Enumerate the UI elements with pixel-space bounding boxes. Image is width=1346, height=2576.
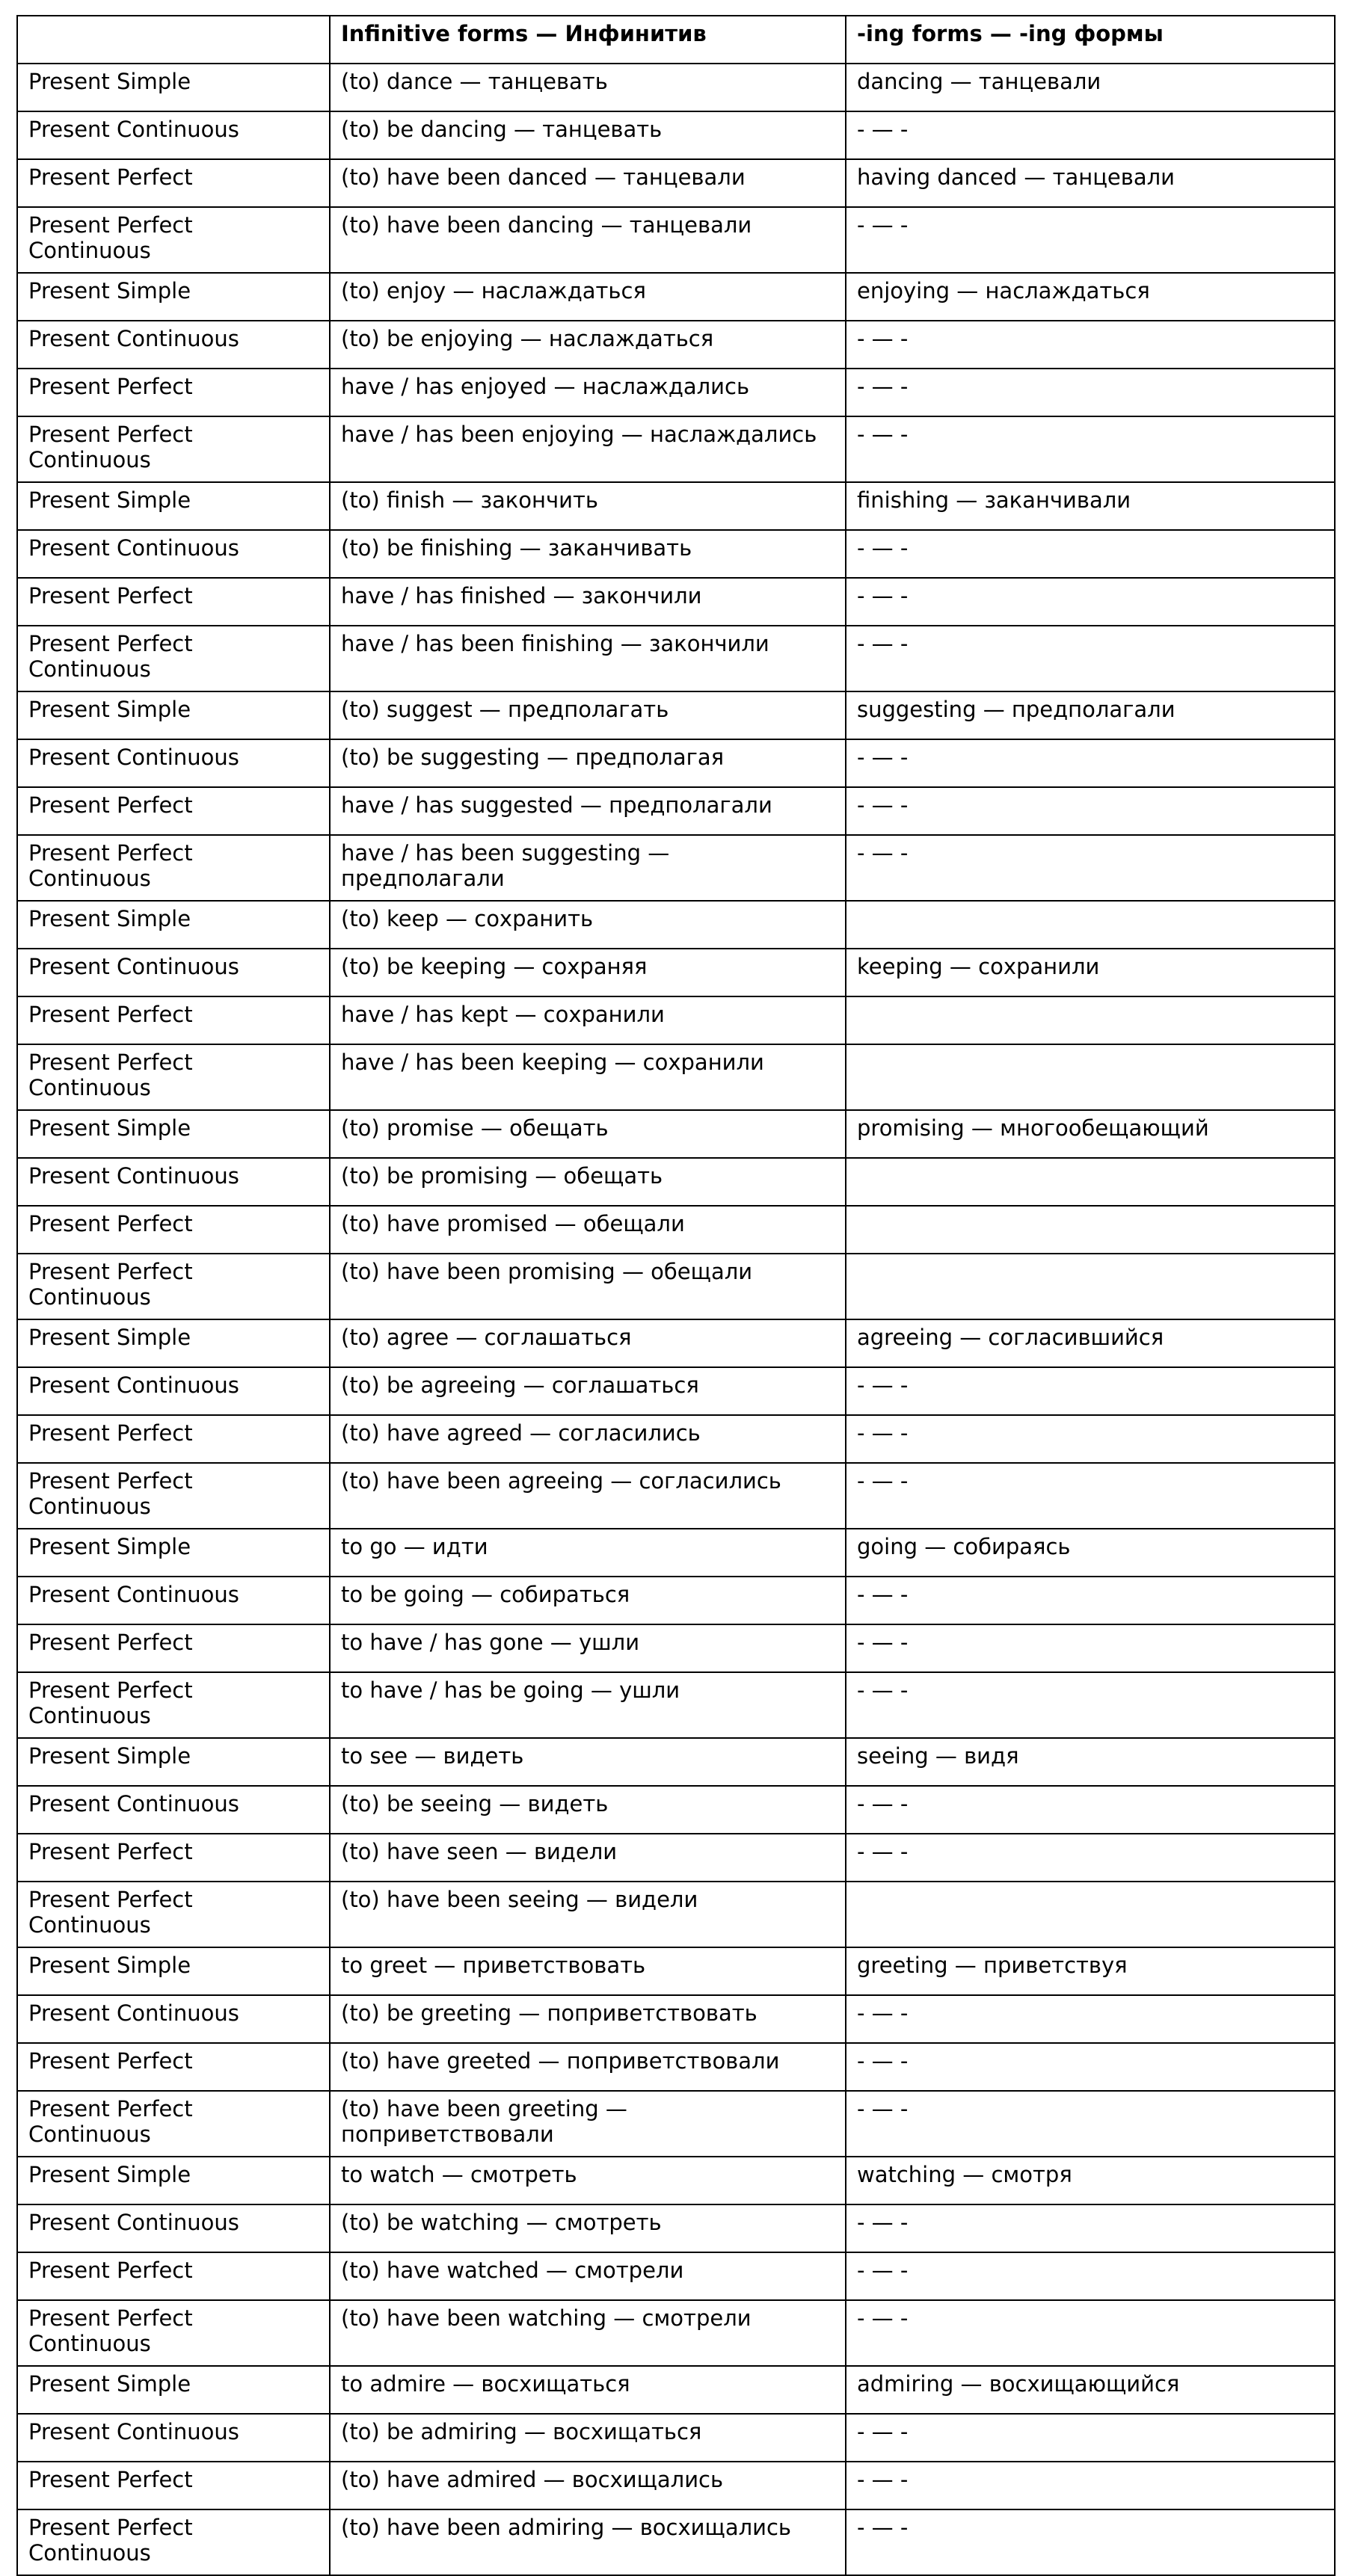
tense-cell: Present Perfect [17, 1624, 330, 1672]
tense-cell: Present Simple [17, 1947, 330, 1995]
ing-cell: - — - [846, 1367, 1335, 1415]
infinitive-cell: (to) keep — сохранить [330, 901, 846, 949]
table-row [17, 2157, 1335, 2204]
ing-cell: - — - [846, 1463, 1335, 1529]
table-row [17, 273, 1335, 321]
table-row [17, 2252, 1335, 2300]
infinitive-cell: have / has been finishing — закончили [330, 626, 846, 691]
table-row [17, 1995, 1335, 2043]
ing-cell: - — - [846, 1672, 1335, 1738]
ing-cell: greeting — приветствуя [846, 1947, 1335, 1995]
infinitive-cell: (to) have seen — видели [330, 1834, 846, 1882]
header-cell-ing: -ing forms — -ing формы [846, 16, 1335, 64]
ing-cell: - — - [846, 111, 1335, 159]
infinitive-cell: (to) have been admiring — восхищались [330, 2509, 846, 2575]
table-row [17, 578, 1335, 626]
ing-cell: - — - [846, 530, 1335, 578]
tense-cell: Present Simple [17, 1110, 330, 1158]
table-row [17, 1834, 1335, 1882]
table-row [17, 1786, 1335, 1834]
tense-cell: Present Perfect [17, 369, 330, 416]
tense-cell: Present Simple [17, 64, 330, 111]
ing-cell: - — - [846, 2043, 1335, 2091]
infinitive-cell: (to) be enjoying — наслаждаться [330, 321, 846, 369]
infinitive-cell: (to) promise — обещать [330, 1110, 846, 1158]
table-header-row [17, 16, 1335, 64]
tense-cell: Present Simple [17, 482, 330, 530]
tense-cell: Present Simple [17, 2157, 330, 2204]
tense-cell: Present Continuous [17, 1786, 330, 1834]
ing-cell [846, 1044, 1335, 1110]
infinitive-cell: (to) have been dancing — танцевали [330, 207, 846, 273]
tense-cell: Present Perfect Continuous [17, 1672, 330, 1738]
infinitive-cell: to see — видеть [330, 1738, 846, 1786]
infinitive-cell: (to) dance — танцевать [330, 64, 846, 111]
ing-cell: - — - [846, 2300, 1335, 2366]
table-row [17, 1672, 1335, 1738]
infinitive-cell: (to) be suggesting — предполагая [330, 739, 846, 787]
ing-cell: - — - [846, 578, 1335, 626]
tense-cell: Present Simple [17, 1319, 330, 1367]
verb-forms-table [16, 15, 1336, 2576]
infinitive-cell: have / has enjoyed — наслаждались [330, 369, 846, 416]
infinitive-cell: to have / has be going — ушли [330, 1672, 846, 1738]
tense-cell: Present Perfect Continuous [17, 416, 330, 482]
tense-cell: Present Perfect Continuous [17, 207, 330, 273]
ing-cell: - — - [846, 2091, 1335, 2157]
table-row [17, 739, 1335, 787]
table-row [17, 1254, 1335, 1319]
table-row [17, 530, 1335, 578]
ing-cell: dancing — танцевали [846, 64, 1335, 111]
table-row [17, 1529, 1335, 1577]
tense-cell: Present Perfect Continuous [17, 1254, 330, 1319]
table-row [17, 1158, 1335, 1206]
tense-cell: Present Continuous [17, 530, 330, 578]
table-row [17, 996, 1335, 1044]
ing-cell [846, 1254, 1335, 1319]
tense-cell: Present Continuous [17, 1158, 330, 1206]
infinitive-cell: (to) have admired — восхищались [330, 2462, 846, 2509]
ing-cell: - — - [846, 1995, 1335, 2043]
infinitive-cell: (to) suggest — предполагать [330, 691, 846, 739]
table-row [17, 1624, 1335, 1672]
tense-cell: Present Continuous [17, 949, 330, 996]
tense-cell: Present Perfect [17, 159, 330, 207]
tense-cell: Present Perfect Continuous [17, 2091, 330, 2157]
infinitive-cell: (to) have been danced — танцевали [330, 159, 846, 207]
table-row [17, 1882, 1335, 1947]
tense-cell: Present Perfect [17, 2462, 330, 2509]
tense-cell: Present Perfect [17, 1834, 330, 1882]
table-row [17, 1463, 1335, 1529]
ing-cell [846, 996, 1335, 1044]
ing-cell: - — - [846, 1577, 1335, 1624]
infinitive-cell: have / has kept — сохранили [330, 996, 846, 1044]
table-row [17, 321, 1335, 369]
table-row [17, 626, 1335, 691]
ing-cell: going — собираясь [846, 1529, 1335, 1577]
infinitive-cell: (to) have been agreeing — согласились [330, 1463, 846, 1529]
table-row [17, 1415, 1335, 1463]
tense-cell: Present Perfect [17, 1206, 330, 1254]
ing-cell: - — - [846, 1786, 1335, 1834]
infinitive-cell: to be going — собираться [330, 1577, 846, 1624]
infinitive-cell: (to) have been greeting — поприветствовали [330, 2091, 846, 2157]
table-row [17, 691, 1335, 739]
table-row [17, 1319, 1335, 1367]
ing-cell: - — - [846, 2414, 1335, 2462]
ing-cell [846, 901, 1335, 949]
tense-cell: Present Continuous [17, 1577, 330, 1624]
ing-cell: - — - [846, 2509, 1335, 2575]
table-row [17, 2204, 1335, 2252]
tense-cell: Present Perfect [17, 996, 330, 1044]
ing-cell [846, 1206, 1335, 1254]
tense-cell: Present Perfect Continuous [17, 1463, 330, 1529]
table-row [17, 369, 1335, 416]
tense-cell: Present Continuous [17, 111, 330, 159]
infinitive-cell: (to) be admiring — восхищаться [330, 2414, 846, 2462]
ing-cell: - — - [846, 1834, 1335, 1882]
infinitive-cell: (to) be finishing — заканчивать [330, 530, 846, 578]
tense-cell: Present Simple [17, 691, 330, 739]
ing-cell: watching — смотря [846, 2157, 1335, 2204]
ing-cell: keeping — сохранили [846, 949, 1335, 996]
tense-cell: Present Continuous [17, 1367, 330, 1415]
ing-cell: - — - [846, 1624, 1335, 1672]
infinitive-cell: to watch — смотреть [330, 2157, 846, 2204]
tense-cell: Present Perfect [17, 2043, 330, 2091]
tense-cell: Present Continuous [17, 739, 330, 787]
infinitive-cell: (to) agree — соглашаться [330, 1319, 846, 1367]
infinitive-cell: (to) have agreed — согласились [330, 1415, 846, 1463]
ing-cell: suggesting — предполагали [846, 691, 1335, 739]
ing-cell: - — - [846, 207, 1335, 273]
infinitive-cell: have / has finished — закончили [330, 578, 846, 626]
table-row [17, 2366, 1335, 2414]
tense-cell: Present Perfect Continuous [17, 2300, 330, 2366]
ing-cell: - — - [846, 369, 1335, 416]
table-row [17, 64, 1335, 111]
infinitive-cell: (to) have been watching — смотрели [330, 2300, 846, 2366]
header-cell-tense [17, 16, 330, 64]
infinitive-cell: (to) be watching — смотреть [330, 2204, 846, 2252]
infinitive-cell: (to) be promising — обещать [330, 1158, 846, 1206]
ing-cell: - — - [846, 416, 1335, 482]
table-row [17, 416, 1335, 482]
infinitive-cell: (to) enjoy — наслаждаться [330, 273, 846, 321]
infinitive-cell: (to) be dancing — танцевать [330, 111, 846, 159]
ing-cell: - — - [846, 739, 1335, 787]
ing-cell: having danced — танцевали [846, 159, 1335, 207]
infinitive-cell: (to) be seeing — видеть [330, 1786, 846, 1834]
table-row [17, 1206, 1335, 1254]
tense-cell: Present Simple [17, 1738, 330, 1786]
table-row [17, 1738, 1335, 1786]
ing-cell: seeing — видя [846, 1738, 1335, 1786]
table-row [17, 901, 1335, 949]
tense-cell: Present Continuous [17, 2204, 330, 2252]
table-row [17, 2462, 1335, 2509]
ing-cell: - — - [846, 1415, 1335, 1463]
tense-cell: Present Simple [17, 273, 330, 321]
tense-cell: Present Perfect [17, 1415, 330, 1463]
ing-cell: - — - [846, 835, 1335, 901]
tense-cell: Present Perfect [17, 2252, 330, 2300]
table-row [17, 1947, 1335, 1995]
infinitive-cell: (to) have been promising — обещали [330, 1254, 846, 1319]
tense-cell: Present Continuous [17, 321, 330, 369]
infinitive-cell: (to) have greeted — поприветствовали [330, 2043, 846, 2091]
infinitive-cell: (to) be agreeing — соглашаться [330, 1367, 846, 1415]
infinitive-cell: (to) have watched — смотрели [330, 2252, 846, 2300]
infinitive-cell: (to) have been seeing — видели [330, 1882, 846, 1947]
tense-cell: Present Perfect [17, 578, 330, 626]
infinitive-cell: (to) have promised — обещали [330, 1206, 846, 1254]
infinitive-cell: (to) be keeping — сохраняя [330, 949, 846, 996]
tense-cell: Present Perfect Continuous [17, 835, 330, 901]
ing-cell: - — - [846, 321, 1335, 369]
tense-cell: Present Perfect Continuous [17, 1882, 330, 1947]
table-row [17, 1110, 1335, 1158]
infinitive-cell: have / has been keeping — сохранили [330, 1044, 846, 1110]
infinitive-cell: (to) finish — закончить [330, 482, 846, 530]
ing-cell: - — - [846, 2252, 1335, 2300]
infinitive-cell: (to) be greeting — поприветствовать [330, 1995, 846, 2043]
table-row [17, 2091, 1335, 2157]
infinitive-cell: to go — идти [330, 1529, 846, 1577]
tense-cell: Present Simple [17, 901, 330, 949]
infinitive-cell: have / has suggested — предполагали [330, 787, 846, 835]
infinitive-cell: to have / has gone — ушли [330, 1624, 846, 1672]
table-row [17, 835, 1335, 901]
table-row [17, 2414, 1335, 2462]
table-row [17, 2043, 1335, 2091]
ing-cell [846, 1882, 1335, 1947]
header-cell-infinitive: Infinitive forms — Инфинитив [330, 16, 846, 64]
ing-cell: - — - [846, 2204, 1335, 2252]
table-row [17, 159, 1335, 207]
tense-cell: Present Simple [17, 2366, 330, 2414]
tense-cell: Present Perfect [17, 787, 330, 835]
table-row [17, 207, 1335, 273]
tense-cell: Present Perfect Continuous [17, 1044, 330, 1110]
table-row [17, 1044, 1335, 1110]
tense-cell: Present Perfect Continuous [17, 626, 330, 691]
ing-cell: - — - [846, 2462, 1335, 2509]
tense-cell: Present Continuous [17, 1995, 330, 2043]
ing-cell [846, 1158, 1335, 1206]
tense-cell: Present Simple [17, 1529, 330, 1577]
ing-cell: finishing — заканчивали [846, 482, 1335, 530]
ing-cell: promising — многообещающий [846, 1110, 1335, 1158]
ing-cell: - — - [846, 787, 1335, 835]
tense-cell: Present Continuous [17, 2414, 330, 2462]
table-row [17, 949, 1335, 996]
table-row [17, 787, 1335, 835]
table-row [17, 2300, 1335, 2366]
ing-cell: - — - [846, 626, 1335, 691]
ing-cell: agreeing — согласившийся [846, 1319, 1335, 1367]
table-row [17, 1577, 1335, 1624]
infinitive-cell: have / has been suggesting — предполагали [330, 835, 846, 901]
ing-cell: admiring — восхищающийся [846, 2366, 1335, 2414]
infinitive-cell: to greet — приветствовать [330, 1947, 846, 1995]
infinitive-cell: have / has been enjoying — наслаждались [330, 416, 846, 482]
table-row [17, 482, 1335, 530]
tense-cell: Present Perfect Continuous [17, 2509, 330, 2575]
table-row [17, 2509, 1335, 2575]
ing-cell: enjoying — наслаждаться [846, 273, 1335, 321]
table-row [17, 1367, 1335, 1415]
infinitive-cell: to admire — восхищаться [330, 2366, 846, 2414]
table-row [17, 111, 1335, 159]
